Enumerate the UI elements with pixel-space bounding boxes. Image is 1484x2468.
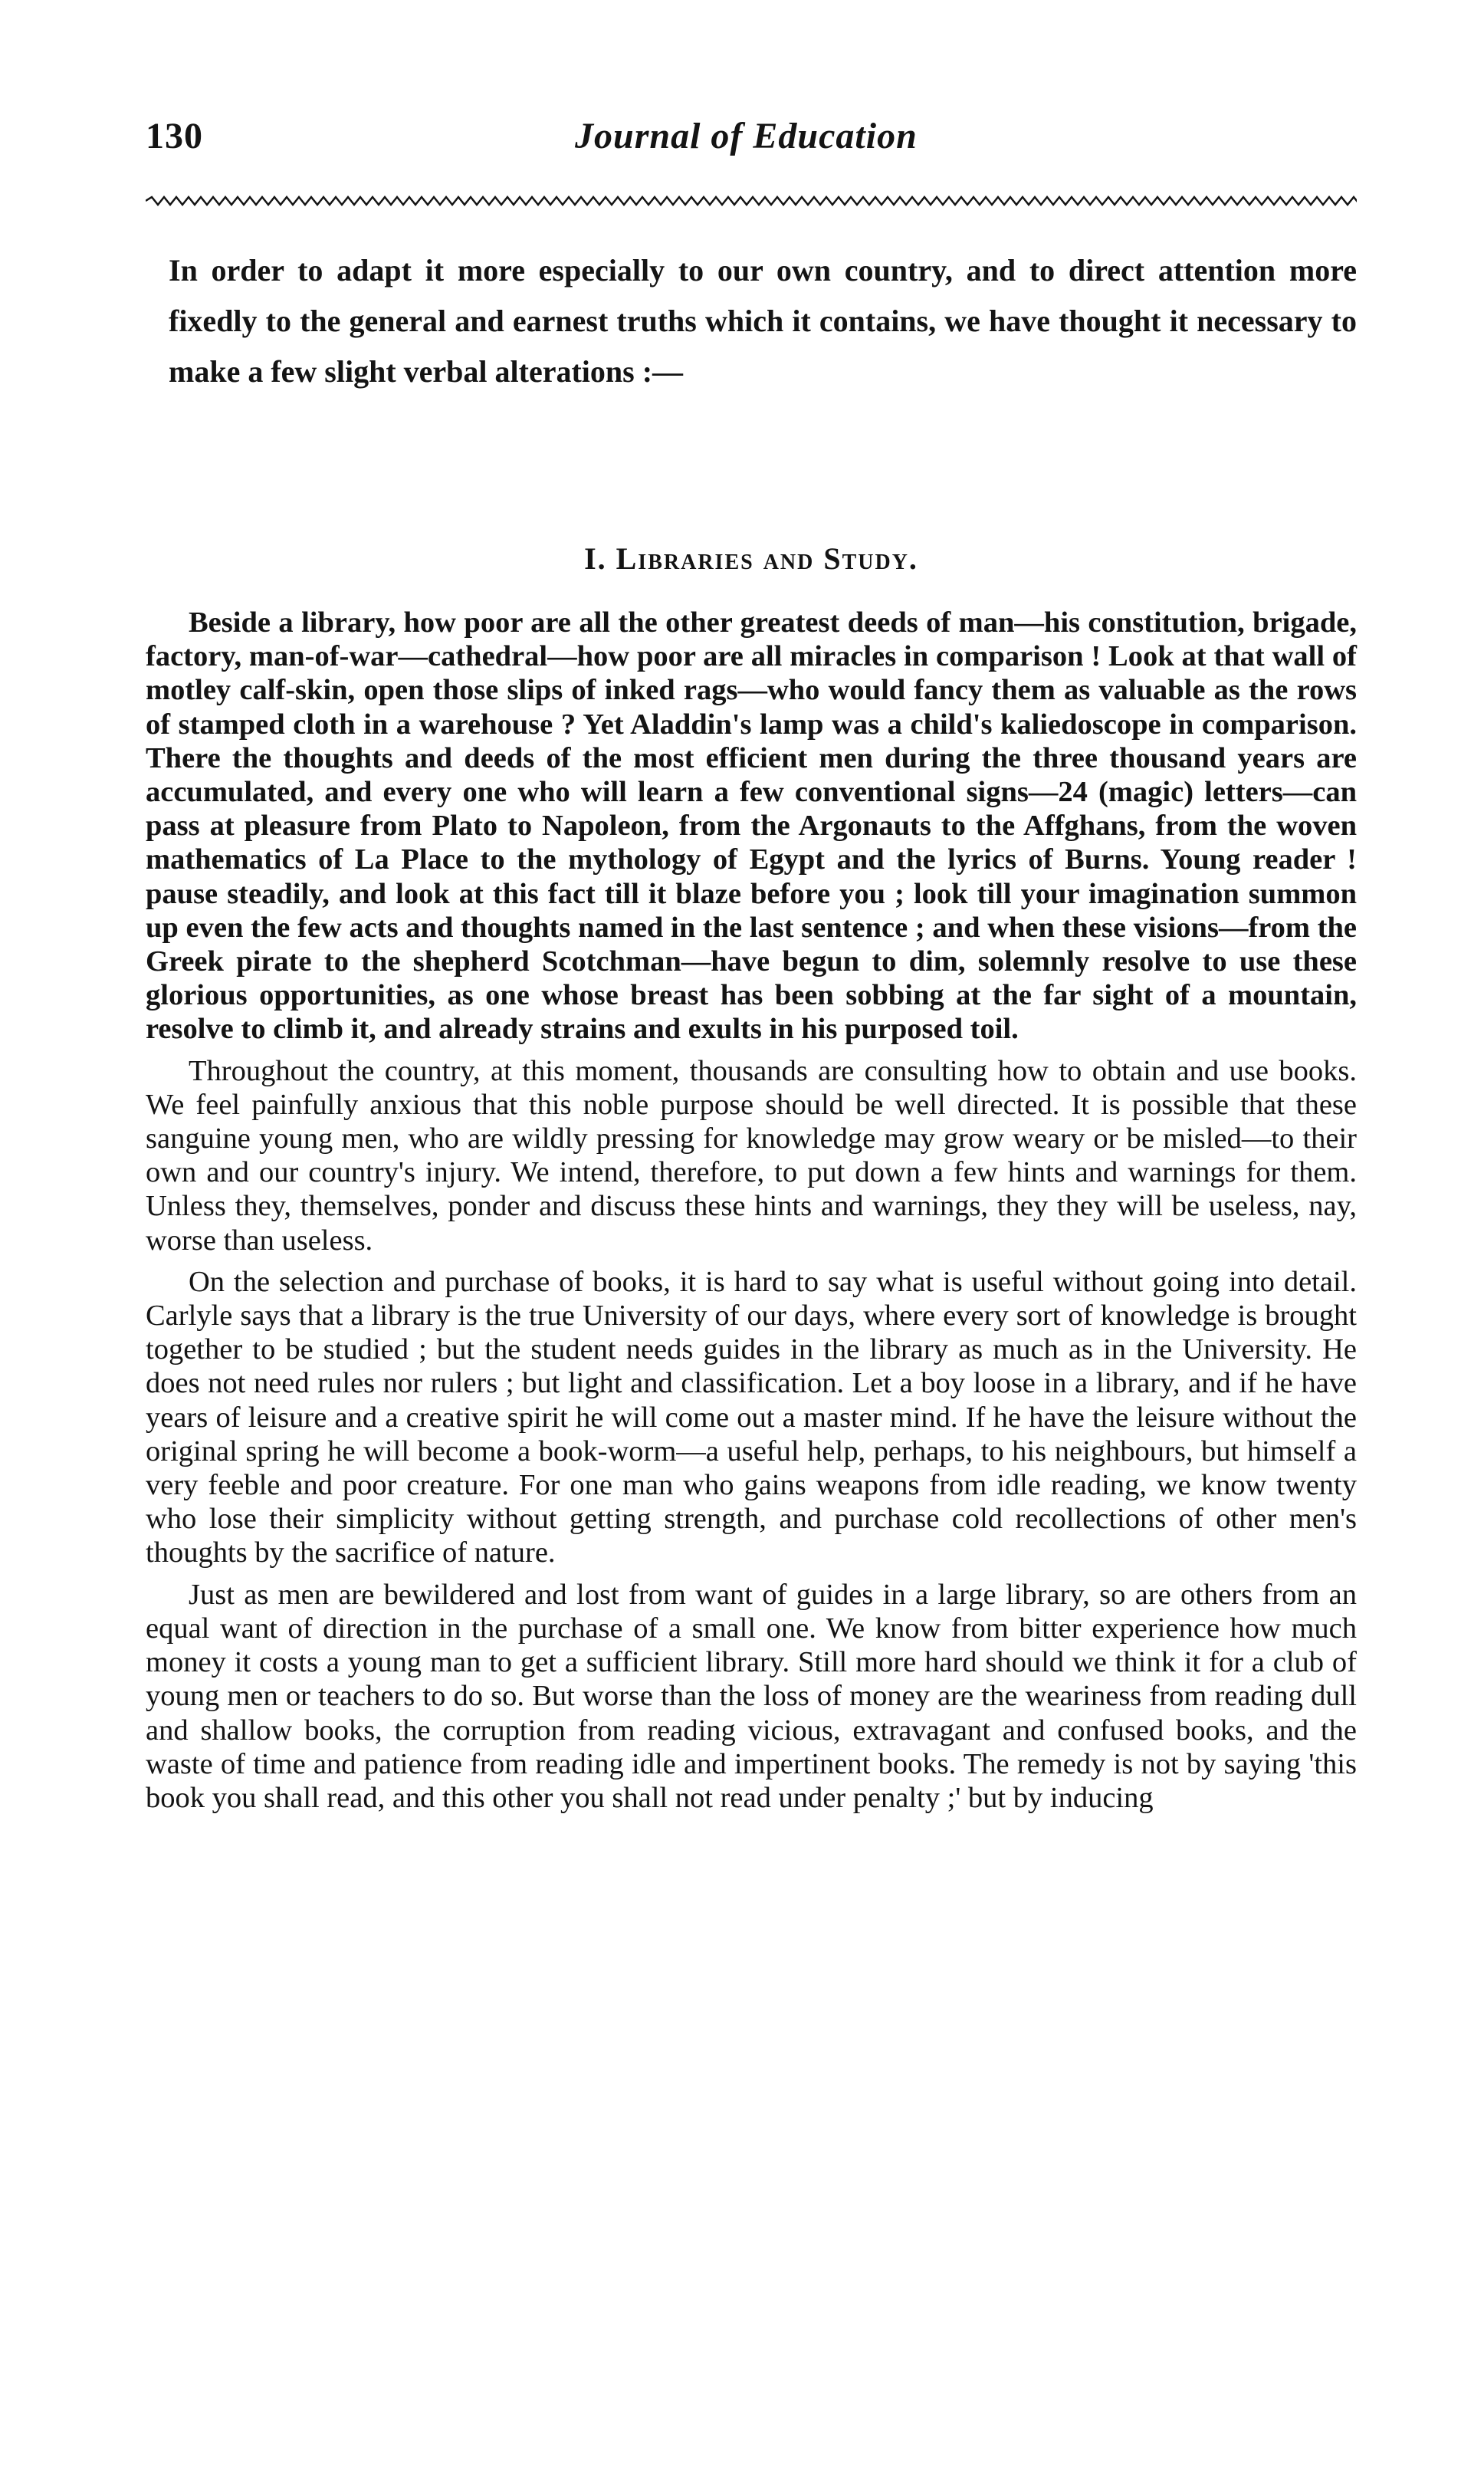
running-title: Journal of Education [575,116,918,156]
paragraph: On the selection and purchase of books, it is hard to say what is useful without going into detail. Carlyle says that a library is the true University of our days, where every sort of knowledge is brought together to be studied ; but the student needs guides in the library as much as in the University. He does not need rules nor rulers ; but light and classification. Let a boy loose in a library, and if he have years of leisure and a creative spirit he will come out a master mind. If he have the leisure without the original spring he will become a book-worm—a useful help, perhaps, to his neighbours, but himself a very feeble and poor creature. For one man who gains weapons from idle reading, we know twenty who lose their simplicity without getting strength, and purchase cold recollections of other men's thoughts by the sacrifice of nature. [146,1265,1357,1569]
page-number: 130 [146,116,203,156]
journal-page [146,115,1357,1814]
wavy-rule-divider [146,192,1357,210]
paragraph: Throughout the country, at this moment, thousands are consulting how to obtain and use books. We feel painfully anxious that this noble purpose should be well directed. It is possible that these sanguine young men, who are wildly pressing for knowledge may grow weary or be misled—to their own and our country's injury. We intend, therefore, to put down a few hints and warnings for them. Unless they, themselves, ponder and discuss these hints and warnings, they they will be useless, nay, worse than useless. [146,1054,1357,1257]
paragraph: Just as men are bewildered and lost from want of guides in a large library, so are others from an equal want of direction in the purchase of a small one. We know from bitter experience how much money it costs a young man to get a sufficient library. Still more hard should we think it for a club of young men or teachers to do so. But worse than the loss of money are the weariness from reading dull and shallow books, the corruption from reading vicious, extravagant and confused books, and the waste of time and patience from reading idle and impertinent books. The remedy is not by saying 'this book you shall read, and this other you shall not read under penalty ;' but by inducing [146,1578,1357,1814]
section-heading: I. Libraries and Study. [584,541,918,576]
article-body [146,606,1357,1822]
intro-paragraph: In order to adapt it more especially to our own country, and to direct attention more fixedly to the general and earnest truths which it contains, we have thought it necessary to make a few slight verbal alterations :— [169,253,1357,389]
page-header [146,115,1357,184]
paragraph: Beside a library, how poor are all the other greatest deeds of man—his constitution, brigade, factory, man-of-war—cathedral—how poor are all miracles in comparison ! Look at that wall of motley calf-skin, open those slips of inked rags—who would fancy them as valuable as the rows of stamped cloth in a warehouse ? Yet Aladdin's lamp was a child's kaliedoscope in comparison. There the thoughts and deeds of the most efficient men during the three thousand years are accumulated, and every one who will learn a few conventional signs—24 (magic) letters—can pass at pleasure from Plato to Napoleon, from the Argonauts to the Affghans, from the woven mathematics of La Place to the mythology of Egypt and the lyrics of Burns. Young reader ! pause steadily, and look at this fact till it blaze before you ; look till your imagination summon up even the few acts and thoughts named in the last sentence ; and when these visions—from the Greek pirate to the shepherd Scotchman—have begun to dim, solemnly resolve to use these glorious opportunities, as one whose breast has been sobbing at the far sight of a mountain, resolve to climb it, and already strains and exults in his purposed toil. [146,606,1357,1046]
